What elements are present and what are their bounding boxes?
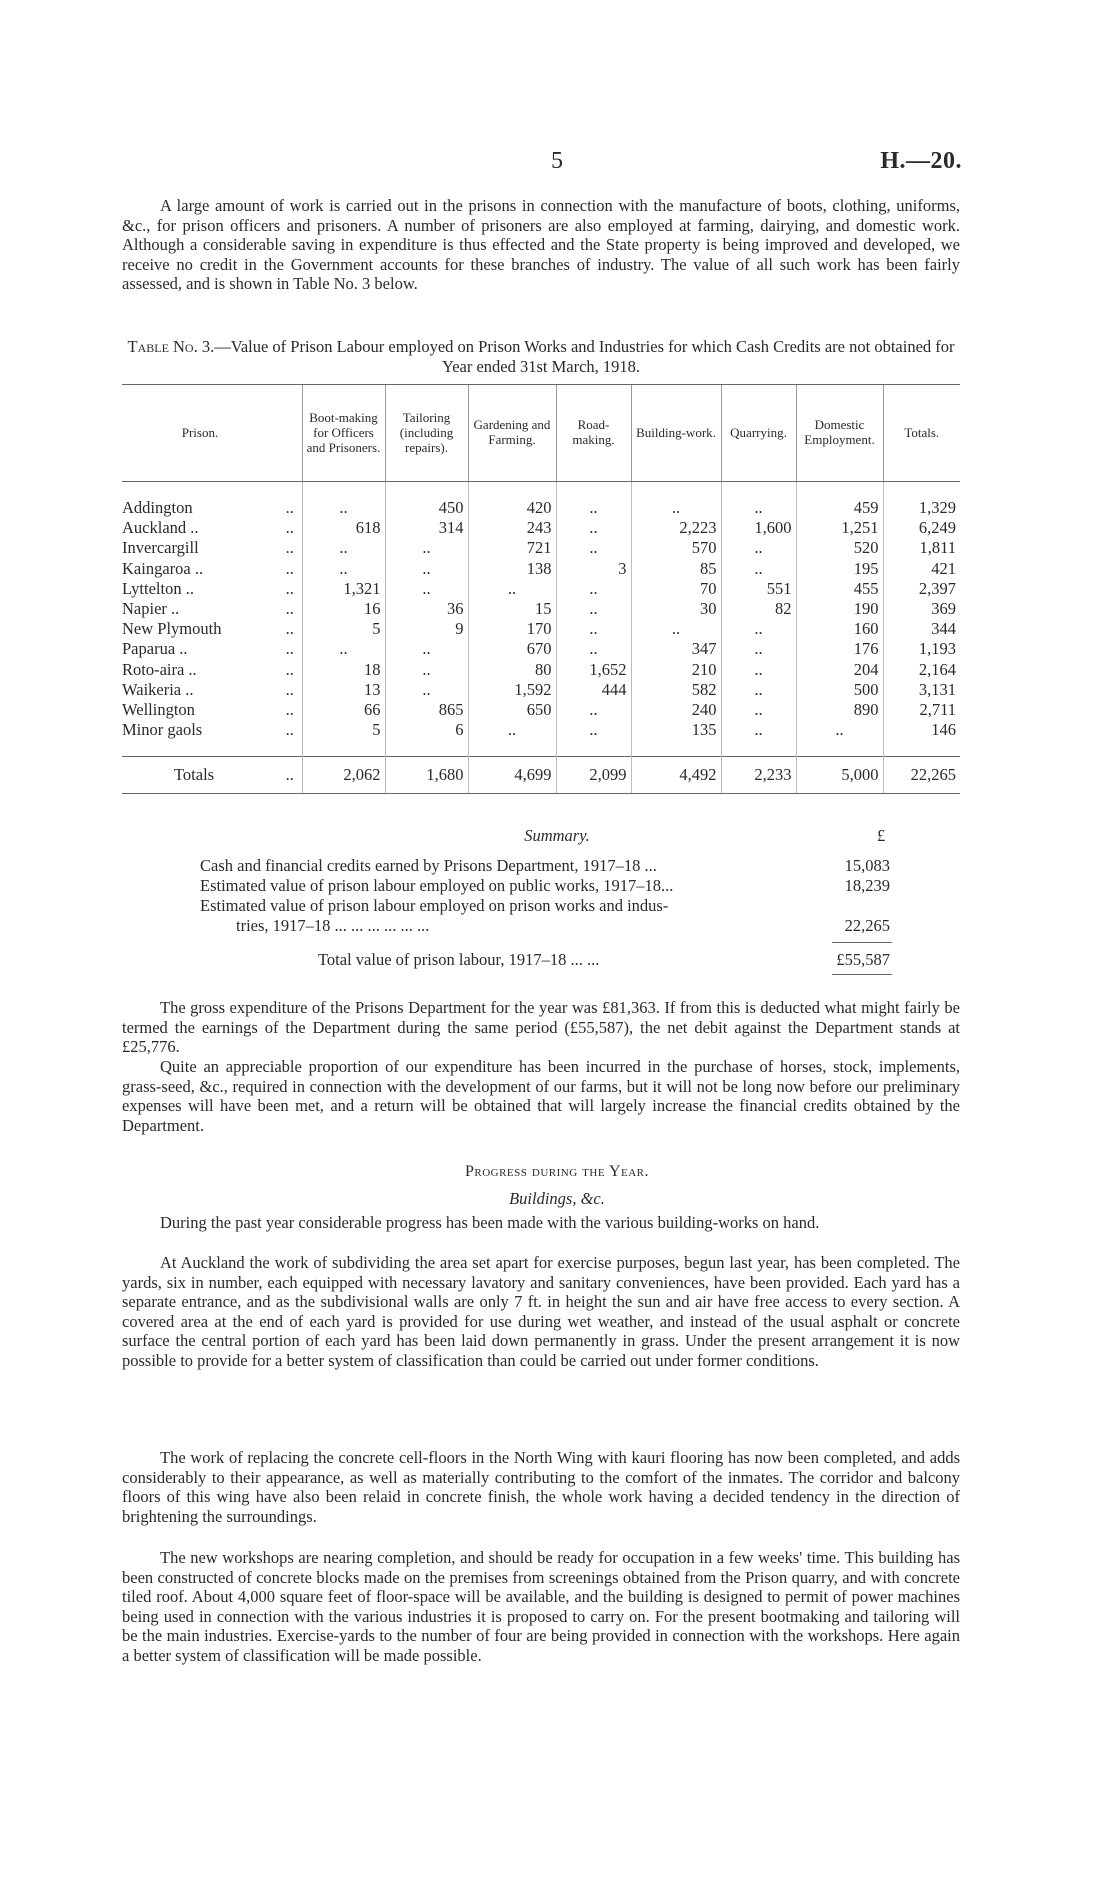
value-cell: 1,193 [883, 639, 960, 659]
prison-name-cell: Kaingaroa .. [122, 558, 204, 578]
leader-dots-cell: .. [285, 700, 294, 720]
leader-dots-cell: .. [285, 639, 294, 659]
intro-paragraph: A large amount of work is carried out in the prisons in connection with the manufacture of boots, clothing, uniforms, &c., for prison officers and prisoners. A number of prisoners are also employed at farming, dairying, and domestic work. Although a considerable saving in expenditure is thus effected and the State property is being improved and developed, we receive no credit in the Government accounts for these branches of industry. The value of all such work has been fairly assessed, and is shown in Table No. 3 below. [122, 196, 960, 293]
value-cell: 1,600 [721, 518, 796, 538]
prison-name-cell: Roto-aira .. [122, 659, 197, 679]
table-row [122, 619, 960, 639]
value-cell: .. [721, 680, 796, 700]
column-header: Road-making. [556, 385, 631, 482]
leader-dots-cell: .. [285, 619, 294, 639]
value-cell: .. [556, 639, 631, 659]
value-cell: 2,223 [631, 518, 721, 538]
prison-name-cell: Lyttelton .. [122, 578, 194, 598]
table-row [122, 579, 960, 599]
value-cell: .. [721, 700, 796, 720]
value-cell: 5 [302, 619, 385, 639]
value-cell: 22,265 [883, 757, 960, 794]
value-cell: .. [721, 559, 796, 579]
value-cell: 520 [796, 538, 883, 558]
value-cell: 2,099 [556, 757, 631, 794]
value-cell: 2,711 [883, 700, 960, 720]
prison-name-cell: Auckland .. [122, 518, 199, 538]
value-cell: 455 [796, 579, 883, 599]
value-cell: 138 [468, 559, 556, 579]
value-cell: .. [631, 498, 721, 518]
prison-name-cell: Totals [122, 757, 278, 794]
value-cell: 650 [468, 700, 556, 720]
value-cell: 1,680 [385, 757, 468, 794]
value-cell: .. [556, 579, 631, 599]
value-cell: 85 [631, 559, 721, 579]
value-cell: 4,699 [468, 757, 556, 794]
value-cell: 450 [385, 498, 468, 518]
value-cell: .. [556, 538, 631, 558]
leader-dots-cell: .. [285, 679, 294, 699]
prison-name-cell: Addington [122, 498, 193, 517]
value-cell: 1,251 [796, 518, 883, 538]
value-cell: 5,000 [796, 757, 883, 794]
table-row [122, 559, 960, 579]
table-row [122, 680, 960, 700]
value-cell: .. [385, 639, 468, 659]
leader-dots-cell: .. [278, 757, 302, 794]
leader-dots-cell: .. [285, 558, 294, 578]
summary-title: Summary. [524, 826, 590, 845]
value-cell: 865 [385, 700, 468, 720]
value-cell: .. [721, 619, 796, 639]
value-cell: 890 [796, 700, 883, 720]
summary-rule [832, 942, 892, 943]
value-cell: 582 [631, 680, 721, 700]
table-header-row [122, 385, 960, 482]
leader-dots-cell: .. [285, 498, 294, 517]
value-cell: .. [385, 579, 468, 599]
prison-name-cell: Paparua .. [122, 639, 188, 659]
value-cell: 15 [468, 599, 556, 619]
value-cell: 36 [385, 599, 468, 619]
value-cell: 70 [631, 579, 721, 599]
value-cell: 30 [631, 599, 721, 619]
value-cell: 240 [631, 700, 721, 720]
value-cell: .. [385, 660, 468, 680]
value-cell: 1,811 [883, 538, 960, 558]
value-cell: 420 [468, 498, 556, 518]
value-cell: 444 [556, 680, 631, 700]
value-cell: 618 [302, 518, 385, 538]
value-cell: .. [385, 680, 468, 700]
leader-dots-cell: .. [285, 578, 294, 598]
value-cell: 160 [796, 619, 883, 639]
value-cell: .. [556, 720, 631, 740]
column-spacer [278, 385, 302, 482]
sub-heading: Buildings, &c. [509, 1189, 605, 1208]
value-cell: 243 [468, 518, 556, 538]
value-cell: 66 [302, 700, 385, 720]
table-spacer-row [122, 482, 960, 499]
value-cell: 6 [385, 720, 468, 740]
table-number: Table No. 3. [127, 337, 215, 356]
table-row [122, 720, 960, 740]
prison-name-cell: New Plymouth [122, 619, 222, 639]
leader-dots-cell: .. [285, 538, 294, 558]
value-cell: .. [302, 538, 385, 558]
value-cell: 1,321 [302, 579, 385, 599]
value-cell: 570 [631, 538, 721, 558]
value-cell: 176 [796, 639, 883, 659]
value-cell: 1,329 [883, 498, 960, 518]
value-cell: 344 [883, 619, 960, 639]
value-cell: .. [556, 599, 631, 619]
value-cell: .. [721, 639, 796, 659]
summary-label: Estimated value of prison labour employed on prison works and indus- [200, 896, 669, 915]
value-cell: 500 [796, 680, 883, 700]
leader-dots-cell: .. [285, 599, 294, 619]
value-cell: .. [796, 720, 883, 740]
value-cell: 1,592 [468, 680, 556, 700]
prison-labour-table [122, 384, 960, 794]
table-row [122, 538, 960, 558]
value-cell: 135 [631, 720, 721, 740]
value-cell: 3,131 [883, 680, 960, 700]
table-row [122, 660, 960, 680]
value-cell: .. [302, 559, 385, 579]
summary-label: Cash and financial credits earned by Prisons Department, 1917–18 ... [200, 856, 657, 875]
value-cell: 551 [721, 579, 796, 599]
value-cell: 170 [468, 619, 556, 639]
value-cell: 5 [302, 720, 385, 740]
column-header: Gardening and Farming. [468, 385, 556, 482]
value-cell: 369 [883, 599, 960, 619]
value-cell: 82 [721, 599, 796, 619]
table-row [122, 700, 960, 720]
value-cell: 4,492 [631, 757, 721, 794]
value-cell: 1,652 [556, 660, 631, 680]
summary-value: 18,239 [844, 876, 890, 895]
value-cell: .. [385, 538, 468, 558]
value-cell: 16 [302, 599, 385, 619]
value-cell: 2,164 [883, 660, 960, 680]
value-cell: 314 [385, 518, 468, 538]
value-cell: 459 [796, 498, 883, 518]
totals-row [122, 757, 960, 794]
column-header: Boot-making for Officers and Prisoners. [302, 385, 385, 482]
value-cell: 3 [556, 559, 631, 579]
value-cell: 13 [302, 680, 385, 700]
column-header: Prison. [122, 385, 278, 482]
value-cell: .. [302, 498, 385, 518]
value-cell: 2,397 [883, 579, 960, 599]
value-cell: 146 [883, 720, 960, 740]
value-cell: .. [556, 518, 631, 538]
table-caption [122, 337, 960, 376]
value-cell: 9 [385, 619, 468, 639]
prison-name-cell: Napier .. [122, 599, 180, 619]
table-row [122, 518, 960, 538]
value-cell: 18 [302, 660, 385, 680]
table-title: —Value of Prison Labour employed on Prison Works and Industries for which Cash Credits are not obtained for Year ended 31st March, 1918. [214, 337, 955, 376]
prison-name-cell: Waikeria .. [122, 679, 194, 699]
value-cell: 80 [468, 660, 556, 680]
summary-value: 22,265 [844, 916, 890, 935]
value-cell: 347 [631, 639, 721, 659]
value-cell: 421 [883, 559, 960, 579]
summary-label: Estimated value of prison labour employed on public works, 1917–18... [200, 876, 674, 895]
page-number: 5 [551, 148, 563, 174]
column-header: Totals. [883, 385, 960, 482]
value-cell: .. [721, 660, 796, 680]
value-cell: 210 [631, 660, 721, 680]
value-cell: .. [468, 579, 556, 599]
value-cell: .. [721, 538, 796, 558]
prison-name-cell: Invercargill [122, 538, 199, 558]
summary-label: tries, 1917–18 ... ... ... ... ... ... [236, 916, 430, 935]
table-row [122, 639, 960, 659]
body-paragraph: At Auckland the work of subdividing the area set apart for exercise purposes, begun last year, has been completed. The yards, six in number, each equipped with necessary lavatory and sanitary conveniences, have been provided. Each yard has a separate entrance, and as the subdivisional walls are only 7 ft. in height the sun and air have free access to every section. A covered area at the end of each yard is provided for use during wet weather, and instead of the usual asphalt or concrete surface the central portion of each yard has been laid down permanently in grass. Under the present arrangement it is now possible to provide for a better system of classification than could be carried out under former conditions. [122, 1253, 960, 1370]
table-row [122, 498, 960, 518]
value-cell: 2,233 [721, 757, 796, 794]
value-cell: .. [468, 720, 556, 740]
leader-dots-cell: .. [285, 518, 294, 538]
table-spacer-row [122, 740, 960, 757]
leader-dots-cell: .. [285, 720, 294, 740]
value-cell: 670 [468, 639, 556, 659]
value-cell: 2,062 [302, 757, 385, 794]
document-reference: H.—20. [880, 148, 962, 174]
value-cell: .. [556, 498, 631, 518]
value-cell: 6,249 [883, 518, 960, 538]
prison-name-cell: Wellington [122, 700, 195, 720]
value-cell: 190 [796, 599, 883, 619]
column-header: Tailoring (including repairs). [385, 385, 468, 482]
value-cell: .. [721, 498, 796, 518]
value-cell: 721 [468, 538, 556, 558]
prison-name-cell: Minor gaols [122, 720, 203, 740]
body-paragraph: The gross expenditure of the Prisons Department for the year was £81,363. If from this is deducted what might fairly be termed the earnings of the Department during the same period (£55,587), the net debit against the Department stands at £25,776. [122, 998, 960, 1056]
table-row [122, 599, 960, 619]
column-header: Quarrying. [721, 385, 796, 482]
summary-total-label: Total value of prison labour, 1917–18 ... ... [318, 950, 600, 969]
value-cell: .. [631, 619, 721, 639]
value-cell: .. [385, 559, 468, 579]
value-cell: 195 [796, 559, 883, 579]
body-paragraph: During the past year considerable progress has been made with the various building-works on hand. [160, 1213, 820, 1232]
column-header: Building-work. [631, 385, 721, 482]
column-header: Domestic Employment. [796, 385, 883, 482]
value-cell: .. [721, 720, 796, 740]
summary-rule [832, 974, 892, 975]
value-cell: 204 [796, 660, 883, 680]
body-paragraph: The new workshops are nearing completion, and should be ready for occupation in a few weeks' time. This building has been constructed of concrete blocks made on the premises from screenings obtained from the Prison quarry, and with concrete tiled roof. About 4,000 square feet of floor-space will be available, and the building is designed to permit of power machines being used in connection with the various industries it is proposed to carry on. For the present bootmaking and tailoring will be the main industries. Exercise-yards to the number of four are being provided in connection with the workshops. Here again a better system of classification will be made possible. [122, 1548, 960, 1665]
body-paragraph: The work of replacing the concrete cell-floors in the North Wing with kauri flooring has now been completed, and adds considerably to their appearance, as well as materially contributing to the comfort of the inmates. The corridor and balcony floors of this wing have also been relaid in concrete finish, the whole work having a decided tendency in the direction of brightening the surroundings. [122, 1448, 960, 1526]
currency-header: £ [877, 826, 886, 845]
section-heading: Progress during the Year. [464, 1163, 650, 1180]
summary-total-value: £55,587 [836, 950, 890, 969]
value-cell: .. [556, 700, 631, 720]
body-paragraph: Quite an appreciable proportion of our expenditure has been incurred in the purchase of horses, stock, implements, grass-seed, &c., required in connection with the development of our farms, but it will not be long now before our preliminary expenses will have been met, and a return will be obtained that will largely increase the financial credits obtained by the Department. [122, 1057, 960, 1135]
leader-dots-cell: .. [285, 659, 294, 679]
summary-value: 15,083 [844, 856, 890, 875]
value-cell: .. [556, 619, 631, 639]
value-cell: .. [302, 639, 385, 659]
